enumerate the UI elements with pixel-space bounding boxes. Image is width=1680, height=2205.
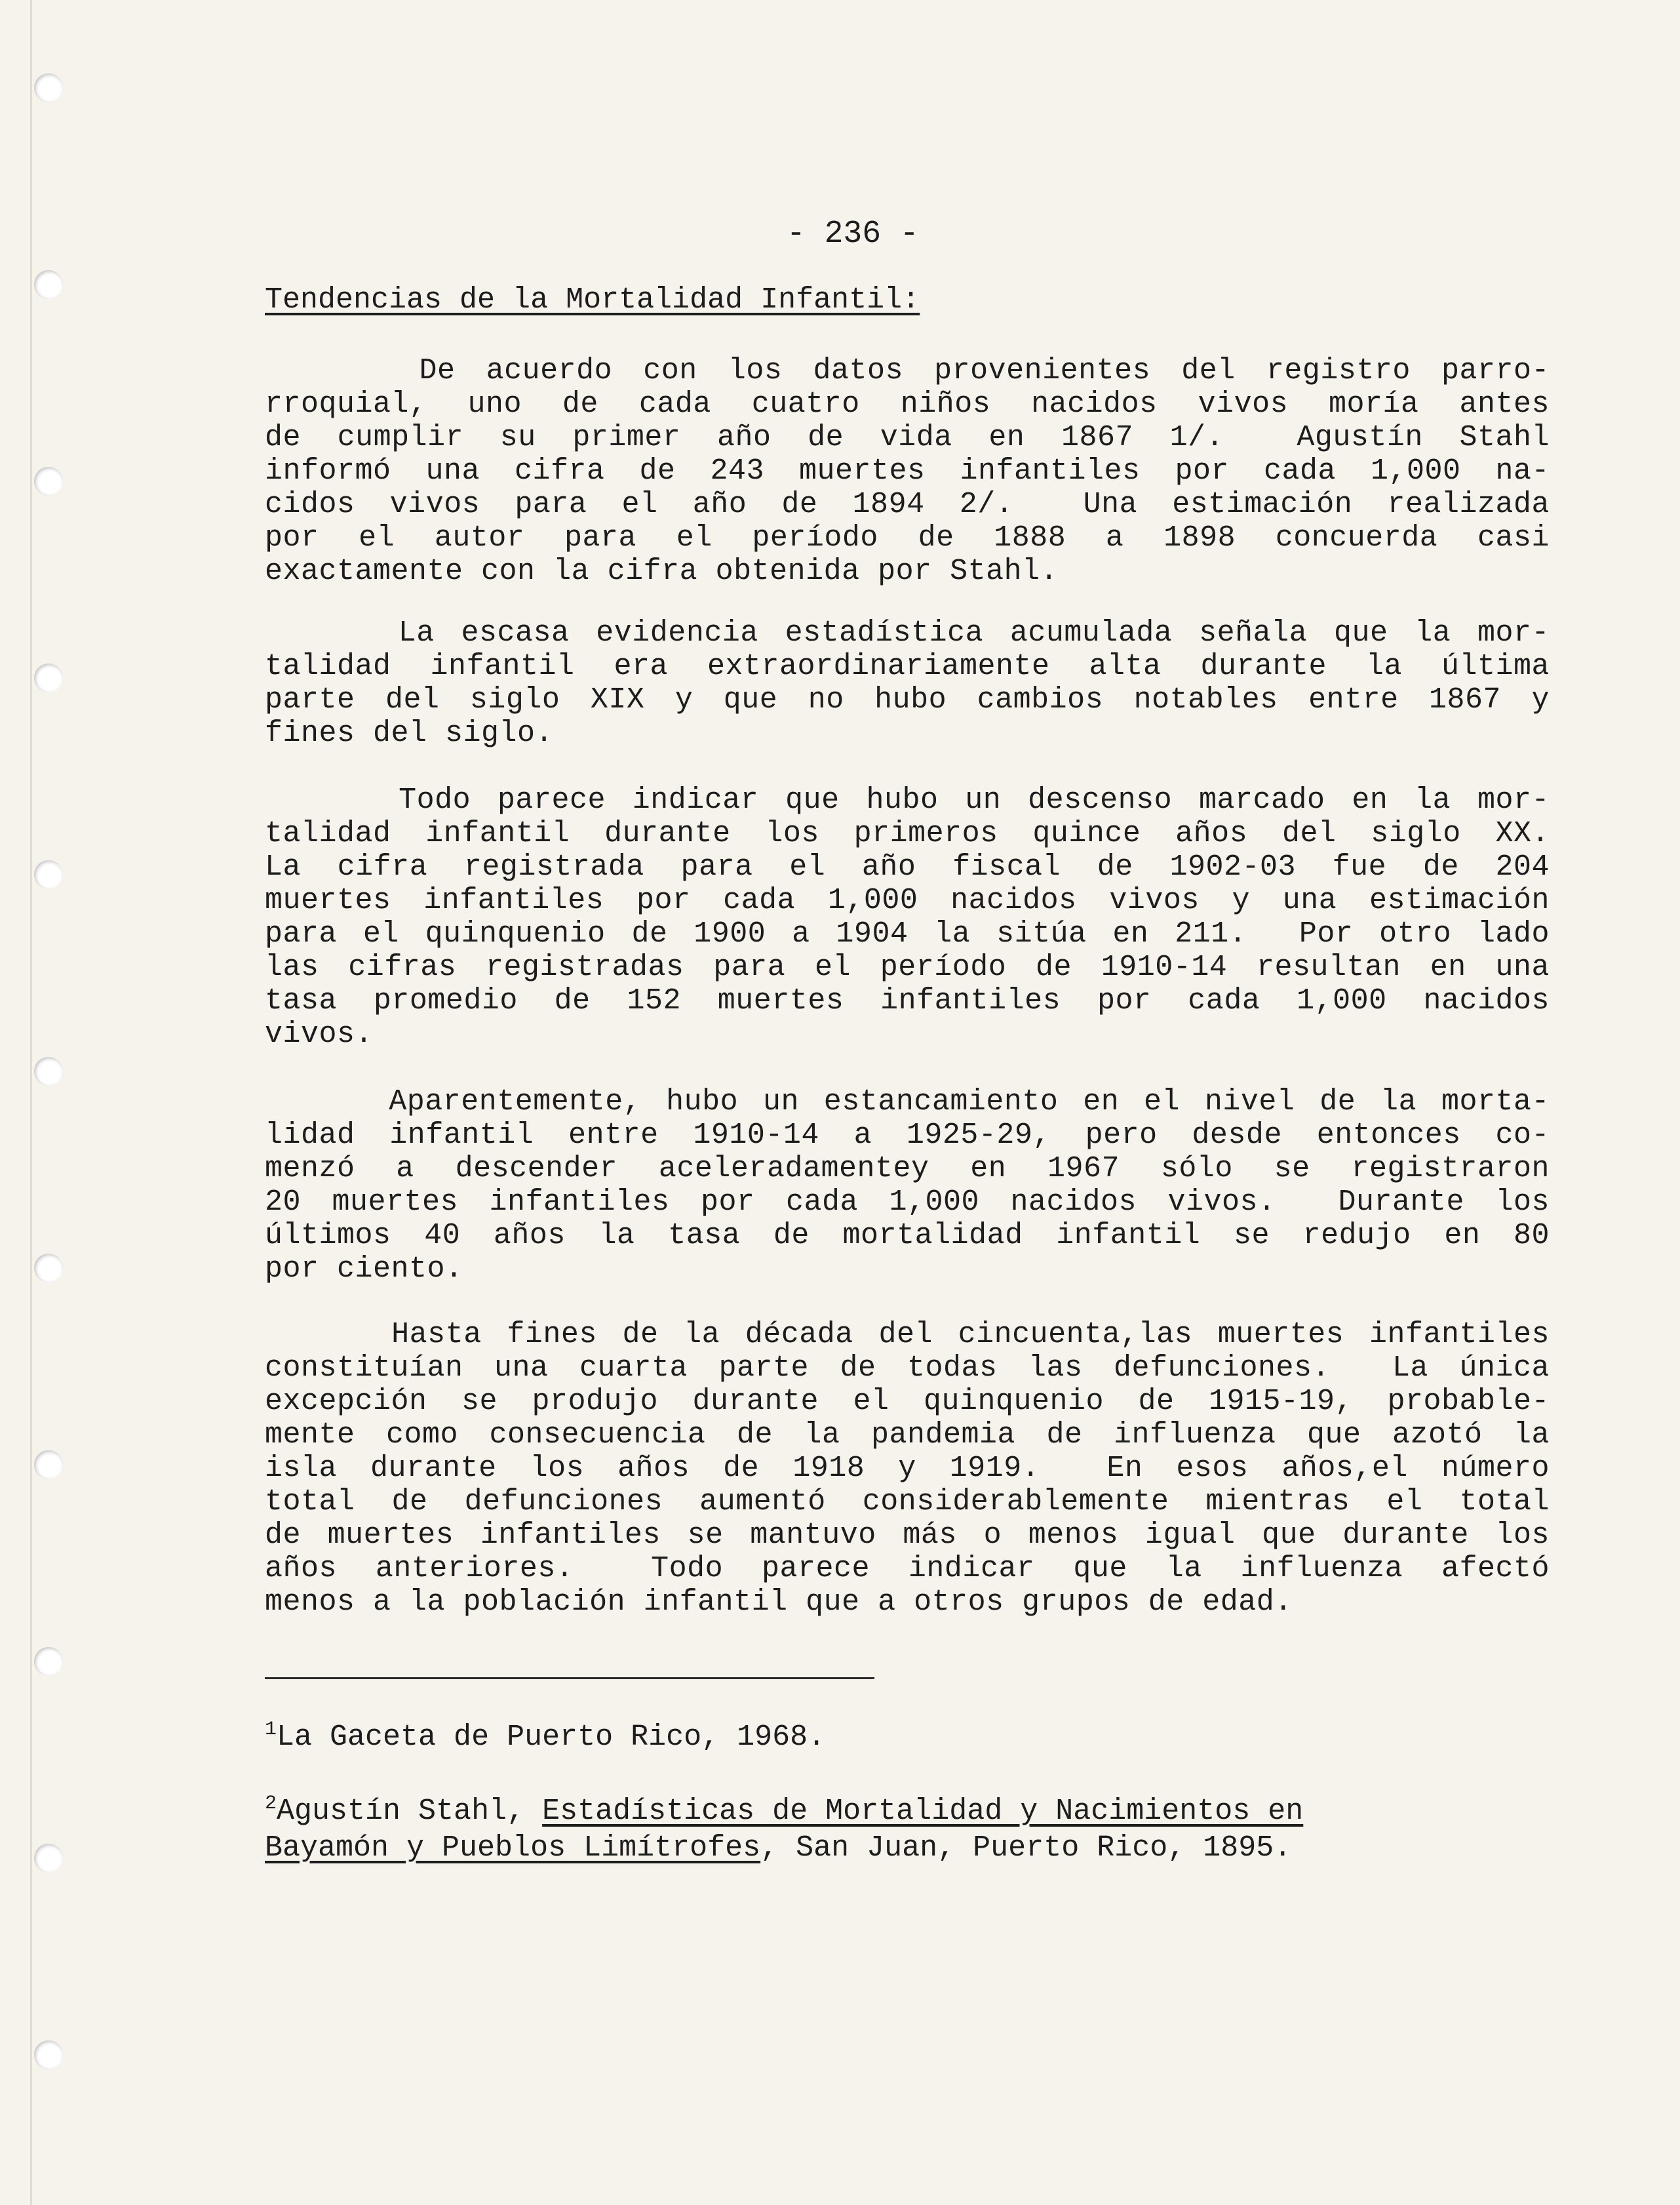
text-line: Todo parece indicar que hubo un descenso marcado en la mor- (265, 784, 1550, 817)
text-line: de cumplir su primer año de vida en 1867 1/. Agustín Stahl (265, 421, 1550, 454)
footnote-text: , San Juan, Puerto Rico, 1895. (760, 1831, 1292, 1865)
text-line: Aparentemente, hubo un estancamiento en el nivel de la morta- (265, 1085, 1550, 1119)
punch-hole-8 (34, 1450, 63, 1479)
footnote-text: La Gaceta de Puerto Rico, 1968. (277, 1720, 826, 1754)
text-line: tasa promedio de 152 muertes infantiles por cada 1,000 nacidos (265, 984, 1550, 1018)
text-line: por ciento. (265, 1252, 463, 1286)
footnote-marker: 1 (265, 1718, 277, 1741)
footnote-title: Bayamón y Pueblos Limítrofes (265, 1831, 761, 1865)
text-line: La cifra registrada para el año fiscal de 1902-03 fue de 204 (265, 850, 1550, 884)
page-number: - 236 - (787, 216, 919, 252)
text-line: menzó a descender aceleradamentey en 1967 sólo se registraron (265, 1152, 1550, 1185)
punch-hole-11 (34, 2040, 63, 2069)
text-line: De acuerdo con los datos provenientes del registro parro- (265, 354, 1550, 387)
text-line: talidad infantil durante los primeros quince años del siglo XX. (265, 817, 1550, 850)
text-line: últimos 40 años la tasa de mortalidad infantil se redujo en 80 (265, 1219, 1550, 1252)
text-line: talidad infantil era extraordinariamente alta durante la última (265, 650, 1550, 683)
punch-hole-4 (34, 664, 63, 692)
punch-hole-1 (34, 73, 63, 102)
punch-hole-9 (34, 1647, 63, 1676)
punch-hole-2 (34, 270, 63, 299)
text-line: Hasta fines de la década del cincuenta,las muertes infantiles (265, 1318, 1550, 1351)
section-title: Tendencias de la Mortalidad Infantil: (265, 283, 920, 317)
text-line: lidad infantil entre 1910-14 a 1925-29, pero desde entonces co- (265, 1119, 1550, 1152)
text-line: informó una cifra de 243 muertes infantiles por cada 1,000 na- (265, 454, 1550, 488)
paragraph-2 (265, 616, 1550, 750)
punch-hole-5 (34, 860, 63, 889)
text-line: para el quinquenio de 1900 a 1904 la sitúa en 211. Por otro lado (265, 917, 1550, 951)
text-line: La escasa evidencia estadística acumulada señala que la mor- (265, 616, 1550, 650)
text-line: vivos. (265, 1018, 374, 1051)
text-line: parte del siglo XIX y que no hubo cambios notables entre 1867 y (265, 683, 1550, 717)
text-line: isla durante los años de 1918 y 1919. En esos años,el número (265, 1452, 1550, 1485)
paragraph-4 (265, 1085, 1550, 1286)
text-line: muertes infantiles por cada 1,000 nacidos vivos y una estimación (265, 884, 1550, 917)
text-line: mente como consecuencia de la pandemia de influenza que azotó la (265, 1418, 1550, 1452)
paragraph-1 (265, 354, 1550, 588)
footnote-author: Agustín Stahl, (277, 1795, 543, 1828)
text-line: constituían una cuarta parte de todas las defunciones. La única (265, 1351, 1550, 1385)
text-line: de muertes infantiles se mantuvo más o menos igual que durante los (265, 1519, 1550, 1552)
page-margin-line (30, 0, 32, 2205)
footnote-line (265, 1719, 1550, 1756)
footnote-marker: 2 (265, 1793, 277, 1815)
punch-hole-6 (34, 1057, 63, 1086)
punch-hole-10 (34, 1844, 63, 1873)
footnote-2 (265, 1793, 1550, 1867)
punch-hole-3 (34, 467, 63, 496)
text-line: exactamente con la cifra obtenida por Stahl. (265, 555, 1059, 588)
text-line: menos a la población infantil que a otros grupos de edad. (265, 1585, 1293, 1619)
text-line: total de defunciones aumentó considerablemente mientras el total (265, 1485, 1550, 1519)
footnote-line (265, 1830, 1550, 1867)
text-line: excepción se produjo durante el quinquenio de 1915-19, probable- (265, 1385, 1550, 1418)
paragraph-5 (265, 1318, 1550, 1619)
paragraph-3 (265, 784, 1550, 1051)
text-line: cidos vivos para el año de 1894 2/. Una estimación realizada (265, 488, 1550, 521)
text-line: por el autor para el período de 1888 a 1898 concuerda casi (265, 521, 1550, 555)
footnote-1 (265, 1719, 1550, 1756)
footnote-separator (265, 1677, 874, 1679)
text-line: rroquial, uno de cada cuatro niños nacidos vivos moría antes (265, 387, 1550, 421)
text-line: fines del siglo. (265, 717, 554, 750)
text-line: las cifras registradas para el período de 1910-14 resultan en una (265, 951, 1550, 984)
footnote-line (265, 1793, 1550, 1830)
text-line: 20 muertes infantiles por cada 1,000 nacidos vivos. Durante los (265, 1185, 1550, 1219)
text-line: años anteriores. Todo parece indicar que la influenza afectó (265, 1552, 1550, 1585)
punch-hole-7 (34, 1254, 63, 1282)
footnote-title: Estadísticas de Mortalidad y Nacimientos en (542, 1795, 1304, 1828)
